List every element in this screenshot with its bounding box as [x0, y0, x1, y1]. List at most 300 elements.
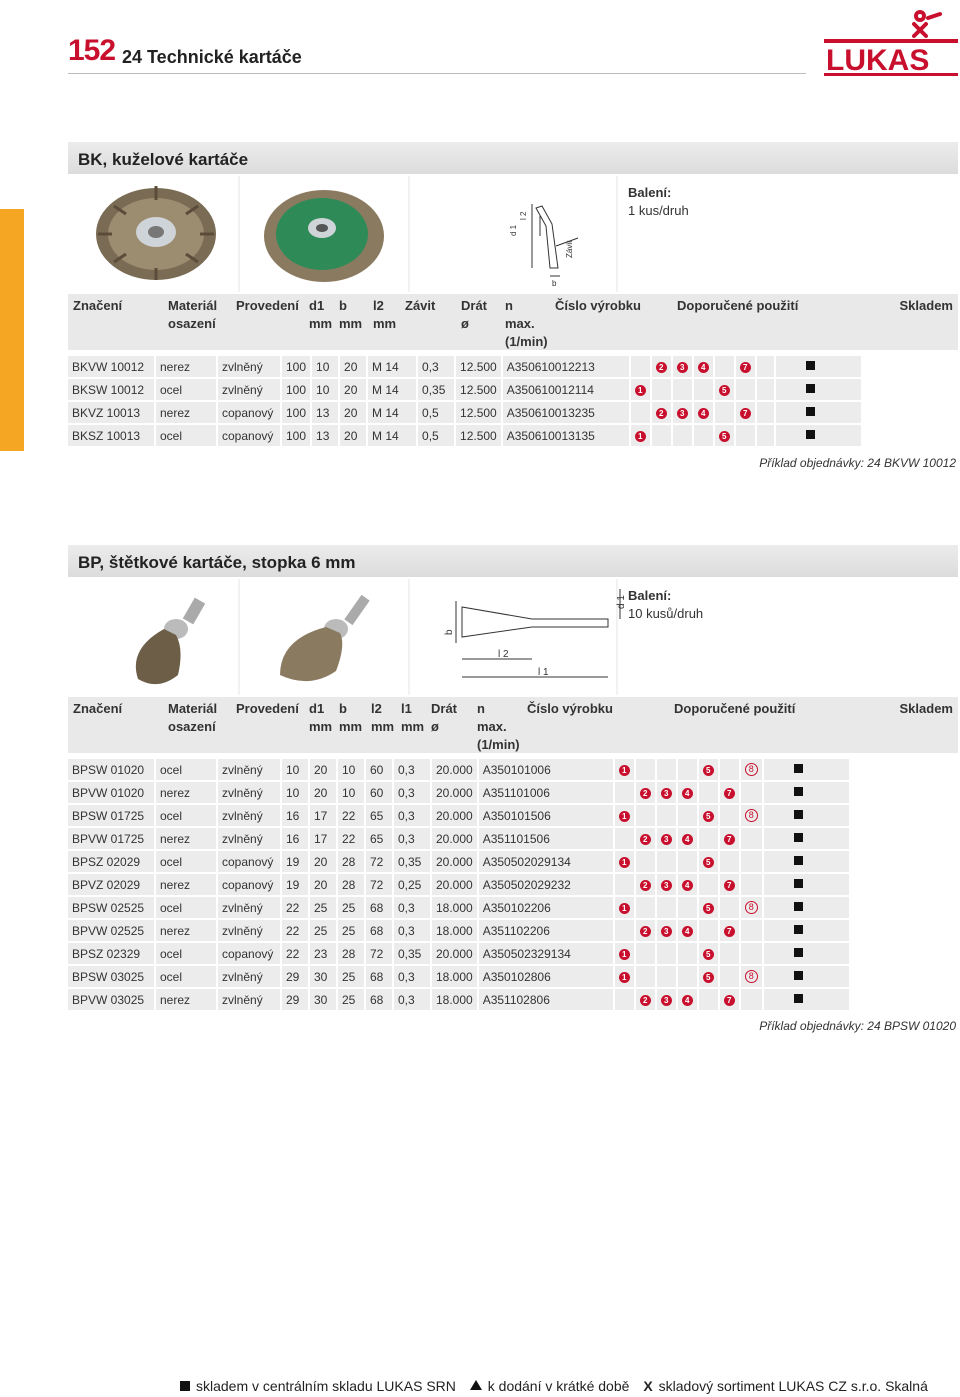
- cell-num: A351102206: [479, 920, 613, 941]
- cell-l2: 20: [340, 379, 366, 400]
- in-stock-square-icon: [794, 856, 803, 865]
- cell-mat: nerez: [156, 782, 216, 803]
- usage-cell: [631, 379, 650, 400]
- side-tab-marker: [0, 209, 24, 451]
- brush-photo-knotted: [68, 176, 240, 292]
- usage-cell: [657, 851, 676, 872]
- order-example: Příklad objednávky: 24 BKVW 10012: [759, 456, 956, 470]
- cell-b: 20: [310, 759, 336, 780]
- usage-cell: [673, 402, 692, 423]
- cell-drat: 0,3: [394, 828, 430, 849]
- usage-cell: [699, 782, 718, 803]
- usage-cell: [741, 828, 762, 849]
- usage-number-icon: 2: [640, 995, 651, 1006]
- cell-n: 20.000: [432, 874, 477, 895]
- cell-mat: nerez: [156, 828, 216, 849]
- cell-drat: 0,3: [394, 920, 430, 941]
- cell-d1: 100: [282, 356, 310, 377]
- usage-cell: [736, 402, 755, 423]
- cell-prov: copanový: [218, 425, 280, 446]
- usage-cell: [678, 989, 697, 1010]
- usage-cell: [699, 805, 718, 826]
- usage-cell: [678, 943, 697, 964]
- packaging-info: [618, 176, 958, 292]
- triangle-icon: [470, 1380, 482, 1390]
- usage-cell: [636, 782, 655, 803]
- col-type: Provedení: [236, 701, 299, 716]
- col-type: Provedení: [236, 298, 299, 313]
- usage-cell: [741, 782, 762, 803]
- usage-cell: [736, 425, 755, 446]
- table-row: [68, 425, 861, 446]
- cell-l2: 25: [338, 989, 364, 1010]
- col-code: Značení: [73, 298, 123, 313]
- cell-b: 17: [310, 805, 336, 826]
- usage-cell: [720, 828, 739, 849]
- cell-d1: 16: [282, 828, 308, 849]
- col-speed: n max. (1/min): [505, 298, 548, 349]
- cell-mat: ocel: [156, 805, 216, 826]
- svg-text:Závit: Závit: [565, 240, 574, 258]
- brush-photo-end-crimped: [240, 579, 410, 695]
- usage-number-icon: 1: [635, 431, 646, 442]
- page-title: 24 Technické kartáče: [122, 47, 302, 67]
- cell-code: BKVZ 10013: [68, 402, 154, 423]
- stock-cell: [764, 782, 849, 803]
- usage-cell: [715, 425, 734, 446]
- cell-n: 12.500: [456, 425, 501, 446]
- cell-b: 13: [312, 402, 338, 423]
- square-icon: [180, 1381, 190, 1391]
- usage-cell: [715, 379, 734, 400]
- usage-cell: [657, 828, 676, 849]
- packaging-value: 10 kusů/druh: [628, 606, 704, 621]
- cell-n: 20.000: [432, 828, 477, 849]
- cell-mat: nerez: [156, 920, 216, 941]
- cell-l2: 28: [338, 943, 364, 964]
- section-title: BP, štětkové kartáče, stopka 6 mm: [68, 545, 958, 577]
- cell-drat: 0,3: [394, 759, 430, 780]
- usage-cell: [678, 897, 697, 918]
- usage-cell: [678, 782, 697, 803]
- usage-cell: [678, 805, 697, 826]
- cell-zavit: M 14: [368, 402, 416, 423]
- usage-number-icon: 8: [745, 901, 758, 914]
- legend-footer: [180, 1378, 938, 1394]
- usage-cell: [636, 966, 655, 987]
- usage-cell: [631, 356, 650, 377]
- usage-cell: [715, 356, 734, 377]
- usage-number-icon: 2: [640, 926, 651, 937]
- svg-text:d 1: d 1: [509, 224, 518, 236]
- cell-num: A351101506: [479, 828, 613, 849]
- usage-cell: [652, 356, 671, 377]
- cell-drat: 0,35: [394, 943, 430, 964]
- col-b: b mm: [339, 298, 363, 331]
- cell-prov: zvlněný: [218, 805, 280, 826]
- usage-cell: [657, 782, 676, 803]
- usage-cell: [694, 379, 713, 400]
- usage-number-icon: 4: [682, 880, 693, 891]
- usage-number-icon: 7: [724, 995, 735, 1006]
- usage-number-icon: 3: [677, 408, 688, 419]
- packaging-info: [618, 579, 958, 695]
- cell-l2: 20: [340, 425, 366, 446]
- usage-cell: [699, 989, 718, 1010]
- usage-number-icon: 3: [661, 788, 672, 799]
- in-stock-square-icon: [806, 361, 815, 370]
- cell-b: 10: [312, 379, 338, 400]
- cell-n: 18.000: [432, 920, 477, 941]
- in-stock-square-icon: [806, 384, 815, 393]
- in-stock-square-icon: [794, 948, 803, 957]
- cell-num: A350102206: [479, 897, 613, 918]
- cell-n: 12.500: [456, 402, 501, 423]
- usage-cell: [699, 897, 718, 918]
- cell-d1: 10: [282, 782, 308, 803]
- usage-cell: [636, 943, 655, 964]
- cell-num: A350610013235: [503, 402, 629, 423]
- stock-cell: [764, 828, 849, 849]
- cell-l2: 10: [338, 759, 364, 780]
- cell-mat: ocel: [156, 759, 216, 780]
- table-row: [68, 920, 849, 941]
- cell-prov: zvlněný: [218, 897, 280, 918]
- usage-cell: [720, 897, 739, 918]
- cell-prov: zvlněný: [218, 966, 280, 987]
- cell-n: 18.000: [432, 897, 477, 918]
- in-stock-square-icon: [794, 879, 803, 888]
- cell-mat: ocel: [156, 379, 216, 400]
- usage-cell: [615, 943, 634, 964]
- stock-cell: [764, 897, 849, 918]
- cell-n: 20.000: [432, 759, 477, 780]
- stock-cell: [776, 425, 861, 446]
- cell-d1: 22: [282, 897, 308, 918]
- in-stock-square-icon: [794, 810, 803, 819]
- table-row: [68, 989, 849, 1010]
- cell-drat: 0,5: [418, 402, 454, 423]
- svg-text:b: b: [444, 629, 455, 635]
- column-headers: [68, 292, 958, 350]
- cell-drat: 0,3: [394, 989, 430, 1010]
- table-row: [68, 851, 849, 872]
- usage-number-icon: 5: [719, 431, 730, 442]
- usage-number-icon: 5: [703, 949, 714, 960]
- cell-zavit: M 14: [368, 379, 416, 400]
- cell-drat: 0,3: [394, 782, 430, 803]
- usage-number-icon: 7: [724, 788, 735, 799]
- cell-l2: 25: [338, 897, 364, 918]
- usage-cell: [720, 782, 739, 803]
- usage-number-icon: 4: [682, 834, 693, 845]
- usage-cell: [757, 425, 774, 446]
- usage-cell: [720, 920, 739, 941]
- cell-n: 18.000: [432, 966, 477, 987]
- cell-prov: zvlněný: [218, 828, 280, 849]
- cell-l1: 68: [366, 920, 392, 941]
- usage-number-icon: 3: [661, 834, 672, 845]
- usage-cell: [720, 759, 739, 780]
- usage-cell: [657, 897, 676, 918]
- svg-text:LUKAS: LUKAS: [826, 44, 930, 77]
- cell-d1: 19: [282, 851, 308, 872]
- usage-number-icon: 4: [682, 926, 693, 937]
- usage-number-icon: 7: [740, 408, 751, 419]
- cell-mat: ocel: [156, 851, 216, 872]
- cell-l1: 72: [366, 851, 392, 872]
- in-stock-square-icon: [794, 833, 803, 842]
- bk-dimension-drawing: [410, 176, 618, 292]
- brush-photo-crimped: [240, 176, 410, 292]
- col-stock: Skladem: [899, 701, 953, 716]
- cell-b: 20: [310, 874, 336, 895]
- col-d1: d1 mm: [309, 298, 333, 331]
- usage-cell: [673, 356, 692, 377]
- usage-cell: [657, 966, 676, 987]
- cell-d1: 22: [282, 943, 308, 964]
- cell-code: BKSZ 10013: [68, 425, 154, 446]
- cell-b: 25: [310, 920, 336, 941]
- cell-l1: 68: [366, 897, 392, 918]
- usage-cell: [636, 851, 655, 872]
- usage-number-icon: 3: [677, 362, 688, 373]
- usage-number-icon: 7: [724, 834, 735, 845]
- cell-num: A350610012114: [503, 379, 629, 400]
- cell-n: 20.000: [432, 943, 477, 964]
- cell-l1: 65: [366, 805, 392, 826]
- usage-cell: [678, 966, 697, 987]
- cell-prov: zvlněný: [218, 989, 280, 1010]
- in-stock-square-icon: [794, 902, 803, 911]
- stock-cell: [764, 851, 849, 872]
- usage-cell: [715, 402, 734, 423]
- cell-code: BPVW 02525: [68, 920, 154, 941]
- in-stock-square-icon: [806, 407, 815, 416]
- usage-cell: [615, 966, 634, 987]
- in-stock-square-icon: [794, 764, 803, 773]
- cell-drat: 0,25: [394, 874, 430, 895]
- cell-b: 20: [310, 851, 336, 872]
- cell-b: 23: [310, 943, 336, 964]
- usage-cell: [678, 851, 697, 872]
- usage-cell: [615, 897, 634, 918]
- stock-cell: [764, 966, 849, 987]
- cell-n: 20.000: [432, 805, 477, 826]
- cell-code: BPSW 03025: [68, 966, 154, 987]
- stock-cell: [764, 920, 849, 941]
- cell-drat: 0,5: [418, 425, 454, 446]
- usage-cell: [652, 425, 671, 446]
- section-bp: [68, 545, 958, 1033]
- usage-cell: [699, 759, 718, 780]
- cell-code: BPSW 02525: [68, 897, 154, 918]
- cell-d1: 100: [282, 402, 310, 423]
- stock-cell: [776, 356, 861, 377]
- usage-number-icon: 8: [745, 970, 758, 983]
- usage-cell: [615, 759, 634, 780]
- table-row: [68, 828, 849, 849]
- usage-cell: [615, 851, 634, 872]
- cell-d1: 100: [282, 379, 310, 400]
- usage-number-icon: 1: [619, 765, 630, 776]
- table-row: [68, 943, 849, 964]
- cell-drat: 0,3: [418, 356, 454, 377]
- usage-cell: [631, 425, 650, 446]
- cell-code: BPVW 01725: [68, 828, 154, 849]
- usage-number-icon: 4: [698, 362, 709, 373]
- usage-cell: [615, 782, 634, 803]
- cell-drat: 0,35: [418, 379, 454, 400]
- usage-cell: [673, 379, 692, 400]
- usage-cell: [736, 356, 755, 377]
- col-usage: Doporučené použití: [674, 701, 796, 716]
- usage-number-icon: 5: [703, 857, 714, 868]
- col-d1: d1 mm: [309, 701, 333, 734]
- col-material: Materiál osazení: [168, 298, 218, 331]
- col-material: Materiál osazení: [168, 701, 218, 734]
- usage-number-icon: 3: [661, 995, 672, 1006]
- usage-cell: [741, 943, 762, 964]
- table-row: [68, 759, 849, 780]
- image-row: [68, 577, 958, 695]
- usage-cell: [615, 920, 634, 941]
- usage-cell: [699, 851, 718, 872]
- cell-l1: 68: [366, 966, 392, 987]
- usage-number-icon: 4: [682, 995, 693, 1006]
- cell-drat: 0,3: [394, 966, 430, 987]
- stock-cell: [776, 379, 861, 400]
- cell-l2: 28: [338, 851, 364, 872]
- brush-photo-end-knotted: [68, 579, 240, 695]
- stock-cell: [776, 402, 861, 423]
- cell-drat: 0,35: [394, 851, 430, 872]
- usage-number-icon: 3: [661, 926, 672, 937]
- product-table: [66, 354, 863, 448]
- usage-number-icon: 1: [619, 972, 630, 983]
- usage-cell: [615, 805, 634, 826]
- cell-d1: 19: [282, 874, 308, 895]
- cell-prov: zvlněný: [218, 379, 280, 400]
- usage-number-icon: 7: [740, 362, 751, 373]
- cell-n: 20.000: [432, 782, 477, 803]
- usage-number-icon: 5: [703, 903, 714, 914]
- packaging-value: 1 kus/druh: [628, 203, 689, 218]
- usage-cell: [631, 402, 650, 423]
- cell-d1: 10: [282, 759, 308, 780]
- section-bk: [68, 142, 958, 470]
- cell-num: A350502029232: [479, 874, 613, 895]
- col-wire: Drát ø: [461, 298, 488, 331]
- col-usage: Doporučené použití: [677, 298, 799, 313]
- usage-cell: [720, 851, 739, 872]
- usage-cell: [657, 759, 676, 780]
- packaging-label: Balení:: [628, 588, 672, 603]
- stock-cell: [764, 943, 849, 964]
- cell-b: 30: [310, 966, 336, 987]
- lukas-logo: [822, 4, 960, 78]
- usage-number-icon: 7: [724, 926, 735, 937]
- cell-prov: copanový: [218, 402, 280, 423]
- x-mark-icon: X: [643, 1378, 653, 1394]
- usage-number-icon: 1: [619, 857, 630, 868]
- usage-number-icon: 2: [656, 362, 667, 373]
- usage-cell: [736, 379, 755, 400]
- usage-number-icon: 2: [640, 880, 651, 891]
- usage-cell: [615, 874, 634, 895]
- cell-mat: nerez: [156, 402, 216, 423]
- usage-number-icon: 7: [724, 880, 735, 891]
- cell-l2: 28: [338, 874, 364, 895]
- cell-prov: copanový: [218, 851, 280, 872]
- usage-cell: [678, 920, 697, 941]
- cell-l1: 65: [366, 828, 392, 849]
- cell-d1: 22: [282, 920, 308, 941]
- cell-b: 13: [312, 425, 338, 446]
- cell-prov: zvlněný: [218, 356, 280, 377]
- usage-number-icon: 1: [619, 903, 630, 914]
- cell-prov: copanový: [218, 874, 280, 895]
- col-b: b mm: [339, 701, 363, 734]
- usage-number-icon: 8: [745, 809, 758, 822]
- table-row: [68, 897, 849, 918]
- bp-dimension-drawing: [410, 579, 627, 695]
- cell-l1: 68: [366, 989, 392, 1010]
- cell-num: A351101006: [479, 782, 613, 803]
- svg-text:l 1: l 1: [538, 667, 549, 678]
- cell-mat: nerez: [156, 989, 216, 1010]
- usage-cell: [636, 920, 655, 941]
- usage-cell: [720, 874, 739, 895]
- usage-cell: [615, 989, 634, 1010]
- usage-cell: [757, 356, 774, 377]
- usage-cell: [652, 379, 671, 400]
- usage-cell: [741, 989, 762, 1010]
- usage-number-icon: 5: [703, 765, 714, 776]
- usage-cell: [757, 402, 774, 423]
- table-row: [68, 966, 849, 987]
- usage-number-icon: 2: [640, 834, 651, 845]
- cell-mat: nerez: [156, 356, 216, 377]
- usage-cell: [699, 943, 718, 964]
- usage-cell: [699, 920, 718, 941]
- cell-prov: zvlněný: [218, 759, 280, 780]
- cell-l2: 10: [338, 782, 364, 803]
- cell-l2: 25: [338, 966, 364, 987]
- cell-d1: 16: [282, 805, 308, 826]
- product-table: [66, 757, 851, 1012]
- in-stock-square-icon: [794, 994, 803, 1003]
- cell-b: 17: [310, 828, 336, 849]
- legend-cz-stock: X skladový sortiment LUKAS CZ s.r.o. Skalná: [643, 1378, 928, 1394]
- usage-cell: [678, 759, 697, 780]
- usage-number-icon: 1: [619, 949, 630, 960]
- cell-n: 20.000: [432, 851, 477, 872]
- usage-cell: [694, 356, 713, 377]
- col-l2: l2 mm: [371, 701, 395, 734]
- usage-cell: [699, 966, 718, 987]
- col-wire: Drát ø: [431, 701, 458, 734]
- usage-cell: [636, 897, 655, 918]
- stock-cell: [764, 989, 849, 1010]
- cell-d1: 100: [282, 425, 310, 446]
- cell-l1: 72: [366, 874, 392, 895]
- usage-cell: [636, 989, 655, 1010]
- usage-cell: [720, 966, 739, 987]
- cell-drat: 0,3: [394, 805, 430, 826]
- cell-mat: ocel: [156, 425, 216, 446]
- cell-l2: 25: [338, 920, 364, 941]
